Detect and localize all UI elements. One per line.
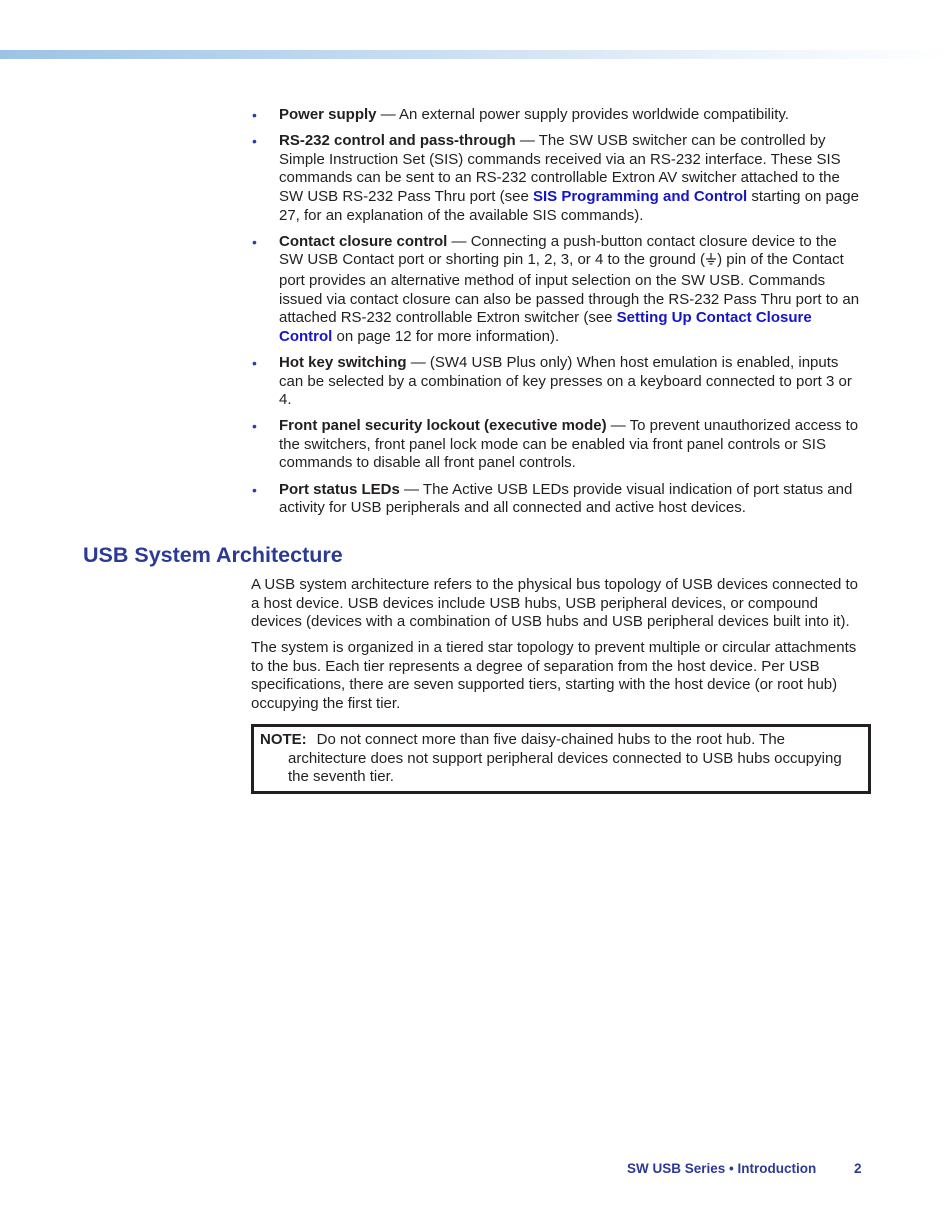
list-item: [250, 233, 862, 347]
bullet-text: — An external power supply provides worldwide compatibility.: [376, 106, 789, 123]
footer-title: SW USB Series • Introduction: [627, 1161, 817, 1176]
bullet-text: on page 12 for more information).: [332, 327, 560, 345]
bullet-icon: •: [252, 133, 257, 150]
note-body: [260, 731, 862, 787]
bullet-text: — (SW4 USB Plus only) When host emulation is enabled, inputs can be selected by a combination of key presses on a keyboard connected to port 3 or 4.: [279, 353, 852, 409]
bullet-term: Front panel security lockout (executive mode): [279, 417, 607, 435]
bullet-text: — The Active USB LEDs provide visual indication of port status and activity for USB peripherals and all connected and active host devices.: [279, 480, 853, 517]
bullet-text: — The SW USB switcher can be controlled by Simple Instruction Set (SIS) commands received via an RS-232 interface. These SIS commands can be sent to an RS-232 controllable Extron AV switcher attached to the SW USB RS-232 Pass Thru port (see: [279, 132, 841, 205]
footer-page-number: 2: [854, 1161, 862, 1176]
list-item: [250, 481, 862, 518]
bullet-term: Port status LEDs: [279, 480, 400, 498]
list-item: [250, 106, 862, 125]
cross-reference-link[interactable]: SIS Programming and Control: [532, 187, 748, 205]
bullet-term: Power supply: [279, 106, 377, 123]
bullet-icon: •: [252, 354, 257, 371]
bullet-text: — To prevent unauthorized access to the switchers, front panel lock mode can be enabled via front panel controls or SIS commands to disable all front panel controls.: [279, 417, 859, 472]
bullet-text: — Connecting a push-button contact closure device to the SW USB Contact port or shorting pin 1, 2, 3, or 4 to the ground (: [279, 232, 837, 269]
note-label: NOTE:: [260, 731, 307, 748]
list-item: [250, 417, 862, 473]
note-text: Do not connect more than five daisy-chained hubs to the root hub. The architecture does not support peripheral devices connected to USB hubs occupying the seventh tier.: [288, 731, 842, 786]
bullet-icon: •: [252, 481, 257, 498]
bullet-term: Hot key switching: [279, 353, 407, 371]
bullet-text: ) pin of the Contact port provides an alternative method of input selection on the SW USB. Commands issued via contact closure can also be passed through the RS-232 Pass Thru port to an attached RS-232 controllable Extron switcher (see: [279, 251, 860, 327]
bullet-term: Contact closure control: [279, 232, 448, 250]
list-item: [250, 132, 862, 225]
ground-icon: [705, 253, 717, 272]
section-heading: USB System Architecture: [83, 543, 343, 567]
bullet-icon: •: [252, 107, 257, 123]
list-item: [250, 354, 862, 410]
bullet-icon: •: [252, 233, 257, 250]
bullet-term: RS-232 control and pass-through: [279, 132, 516, 150]
cross-reference-link[interactable]: Setting Up Contact Closure Control: [279, 309, 812, 345]
feature-list: [250, 106, 862, 525]
bullet-icon: •: [252, 418, 257, 435]
header-band: [0, 50, 950, 59]
paragraph-architecture-intro: A USB system architecture refers to the physical bus topology of USB devices connected to a host device. USB devices include USB hubs, USB peripheral devices, or compound devices (devices with a combination of USB hubs and USB peripheral devices built into it).: [251, 576, 858, 631]
note-box: [251, 724, 871, 794]
paragraph-tiered-topology: The system is organized in a tiered star topology to prevent multiple or circular attachments to the bus. Each tier represents a degree of separation from the host device. Per USB specifications, there are seven supported tiers, starting with the host device (or root hub) occupying the first tier.: [251, 639, 857, 712]
bullet-text: starting on page 27, for an explanation of the available SIS commands).: [279, 187, 859, 224]
